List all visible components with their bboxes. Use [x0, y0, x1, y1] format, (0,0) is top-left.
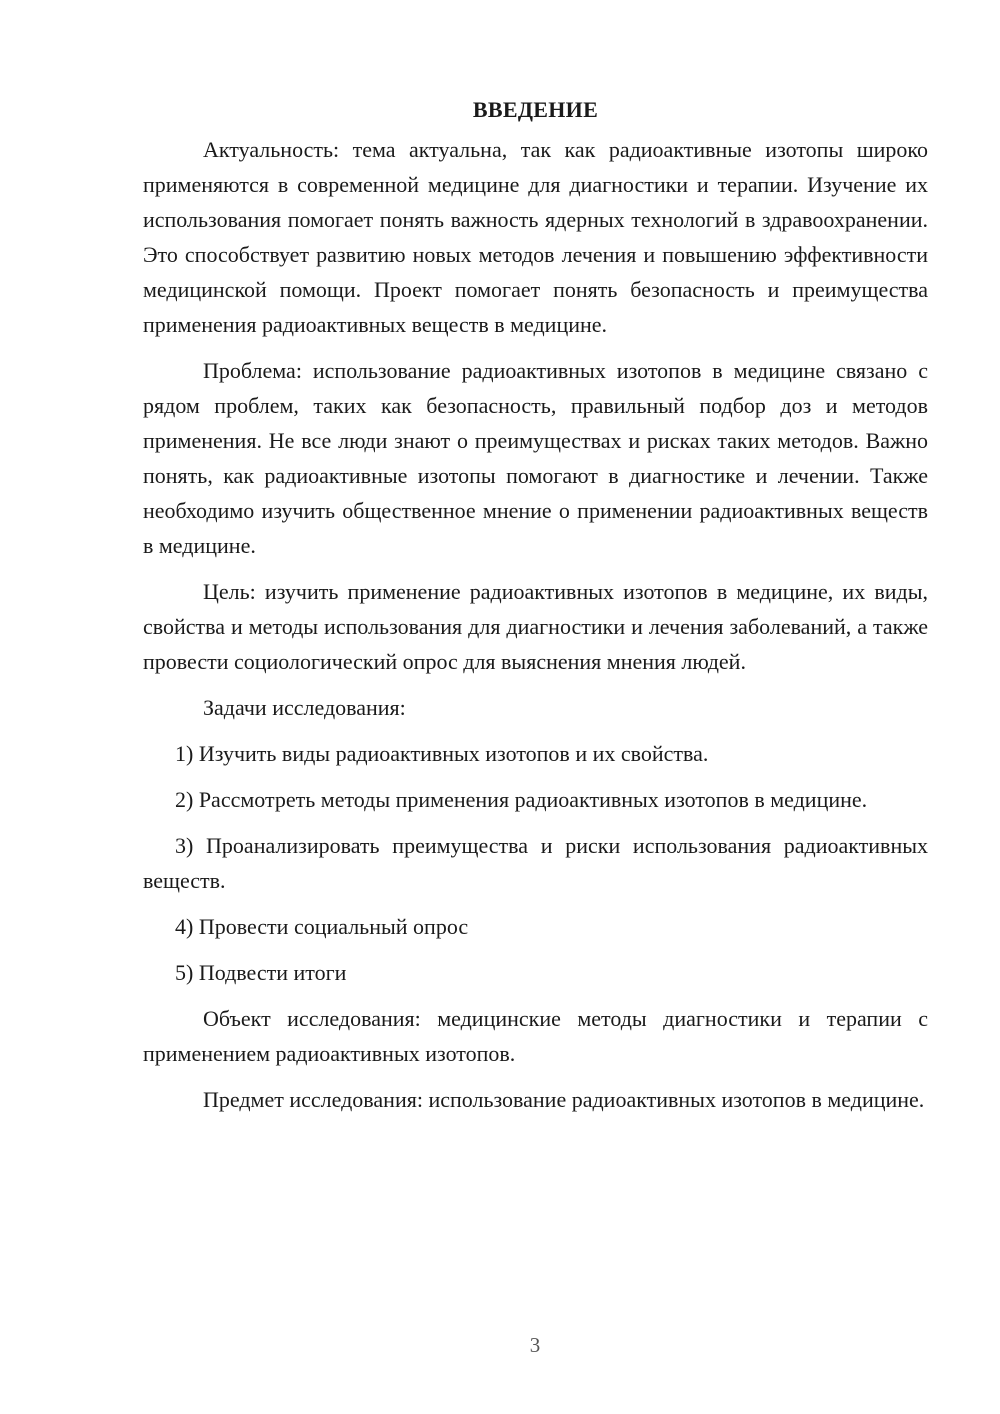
problem-paragraph: Проблема: использование радиоактивных изотопов в медицине связано с рядом проблем, таких как безопасность, правильный подбор доз и методов применения. Не все люди знают о преимуществах и рисках таких методов. Важно понять, как радиоактивные изотопы помогают в диагностике и лечении. Также необходимо изучить общественное мнение о применении радиоактивных веществ в медицине. — [143, 358, 928, 558]
section-title: ВВЕДЕНИЕ — [472, 97, 599, 122]
relevance-paragraph: Актуальность: тема актуальна, так как радиоактивные изотопы широко применяются в современной медицине для диагностики и терапии. Изучение их использования помогает понять важность ядерных технологий в здравоохранении. Это способствует развитию новых методов лечения и повышению эффективности медицинской помощи. Проект помогает понять безопасность и преимущества применения радиоактивных веществ в медицине. — [143, 137, 928, 337]
subject-paragraph: Предмет исследования: использование радиоактивных изотопов в медицине. — [203, 1087, 925, 1112]
goal-paragraph: Цель: изучить применение радиоактивных изотопов в медицине, их виды, свойства и методы использования для диагностики и лечения заболеваний, а также провести социологический опрос для выяснения мнения людей. — [143, 579, 928, 674]
document-page — [143, 92, 928, 1128]
tasks-heading: Задачи исследования: — [203, 695, 406, 720]
object-paragraph: Объект исследования: медицинские методы диагностики и терапии с применением радиоактивных изотопов. — [143, 1006, 928, 1066]
task-item: 4) Провести социальный опрос — [175, 914, 469, 939]
page-number: 3 — [529, 1333, 541, 1357]
task-item: 3) Проанализировать преимущества и риски использования радиоактивных веществ. — [143, 833, 928, 893]
task-item: 5) Подвести итоги — [175, 960, 347, 985]
task-item: 2) Рассмотреть методы применения радиоактивных изотопов в медицине. — [175, 787, 868, 812]
task-item: 1) Изучить виды радиоактивных изотопов и их свойства. — [175, 741, 709, 766]
